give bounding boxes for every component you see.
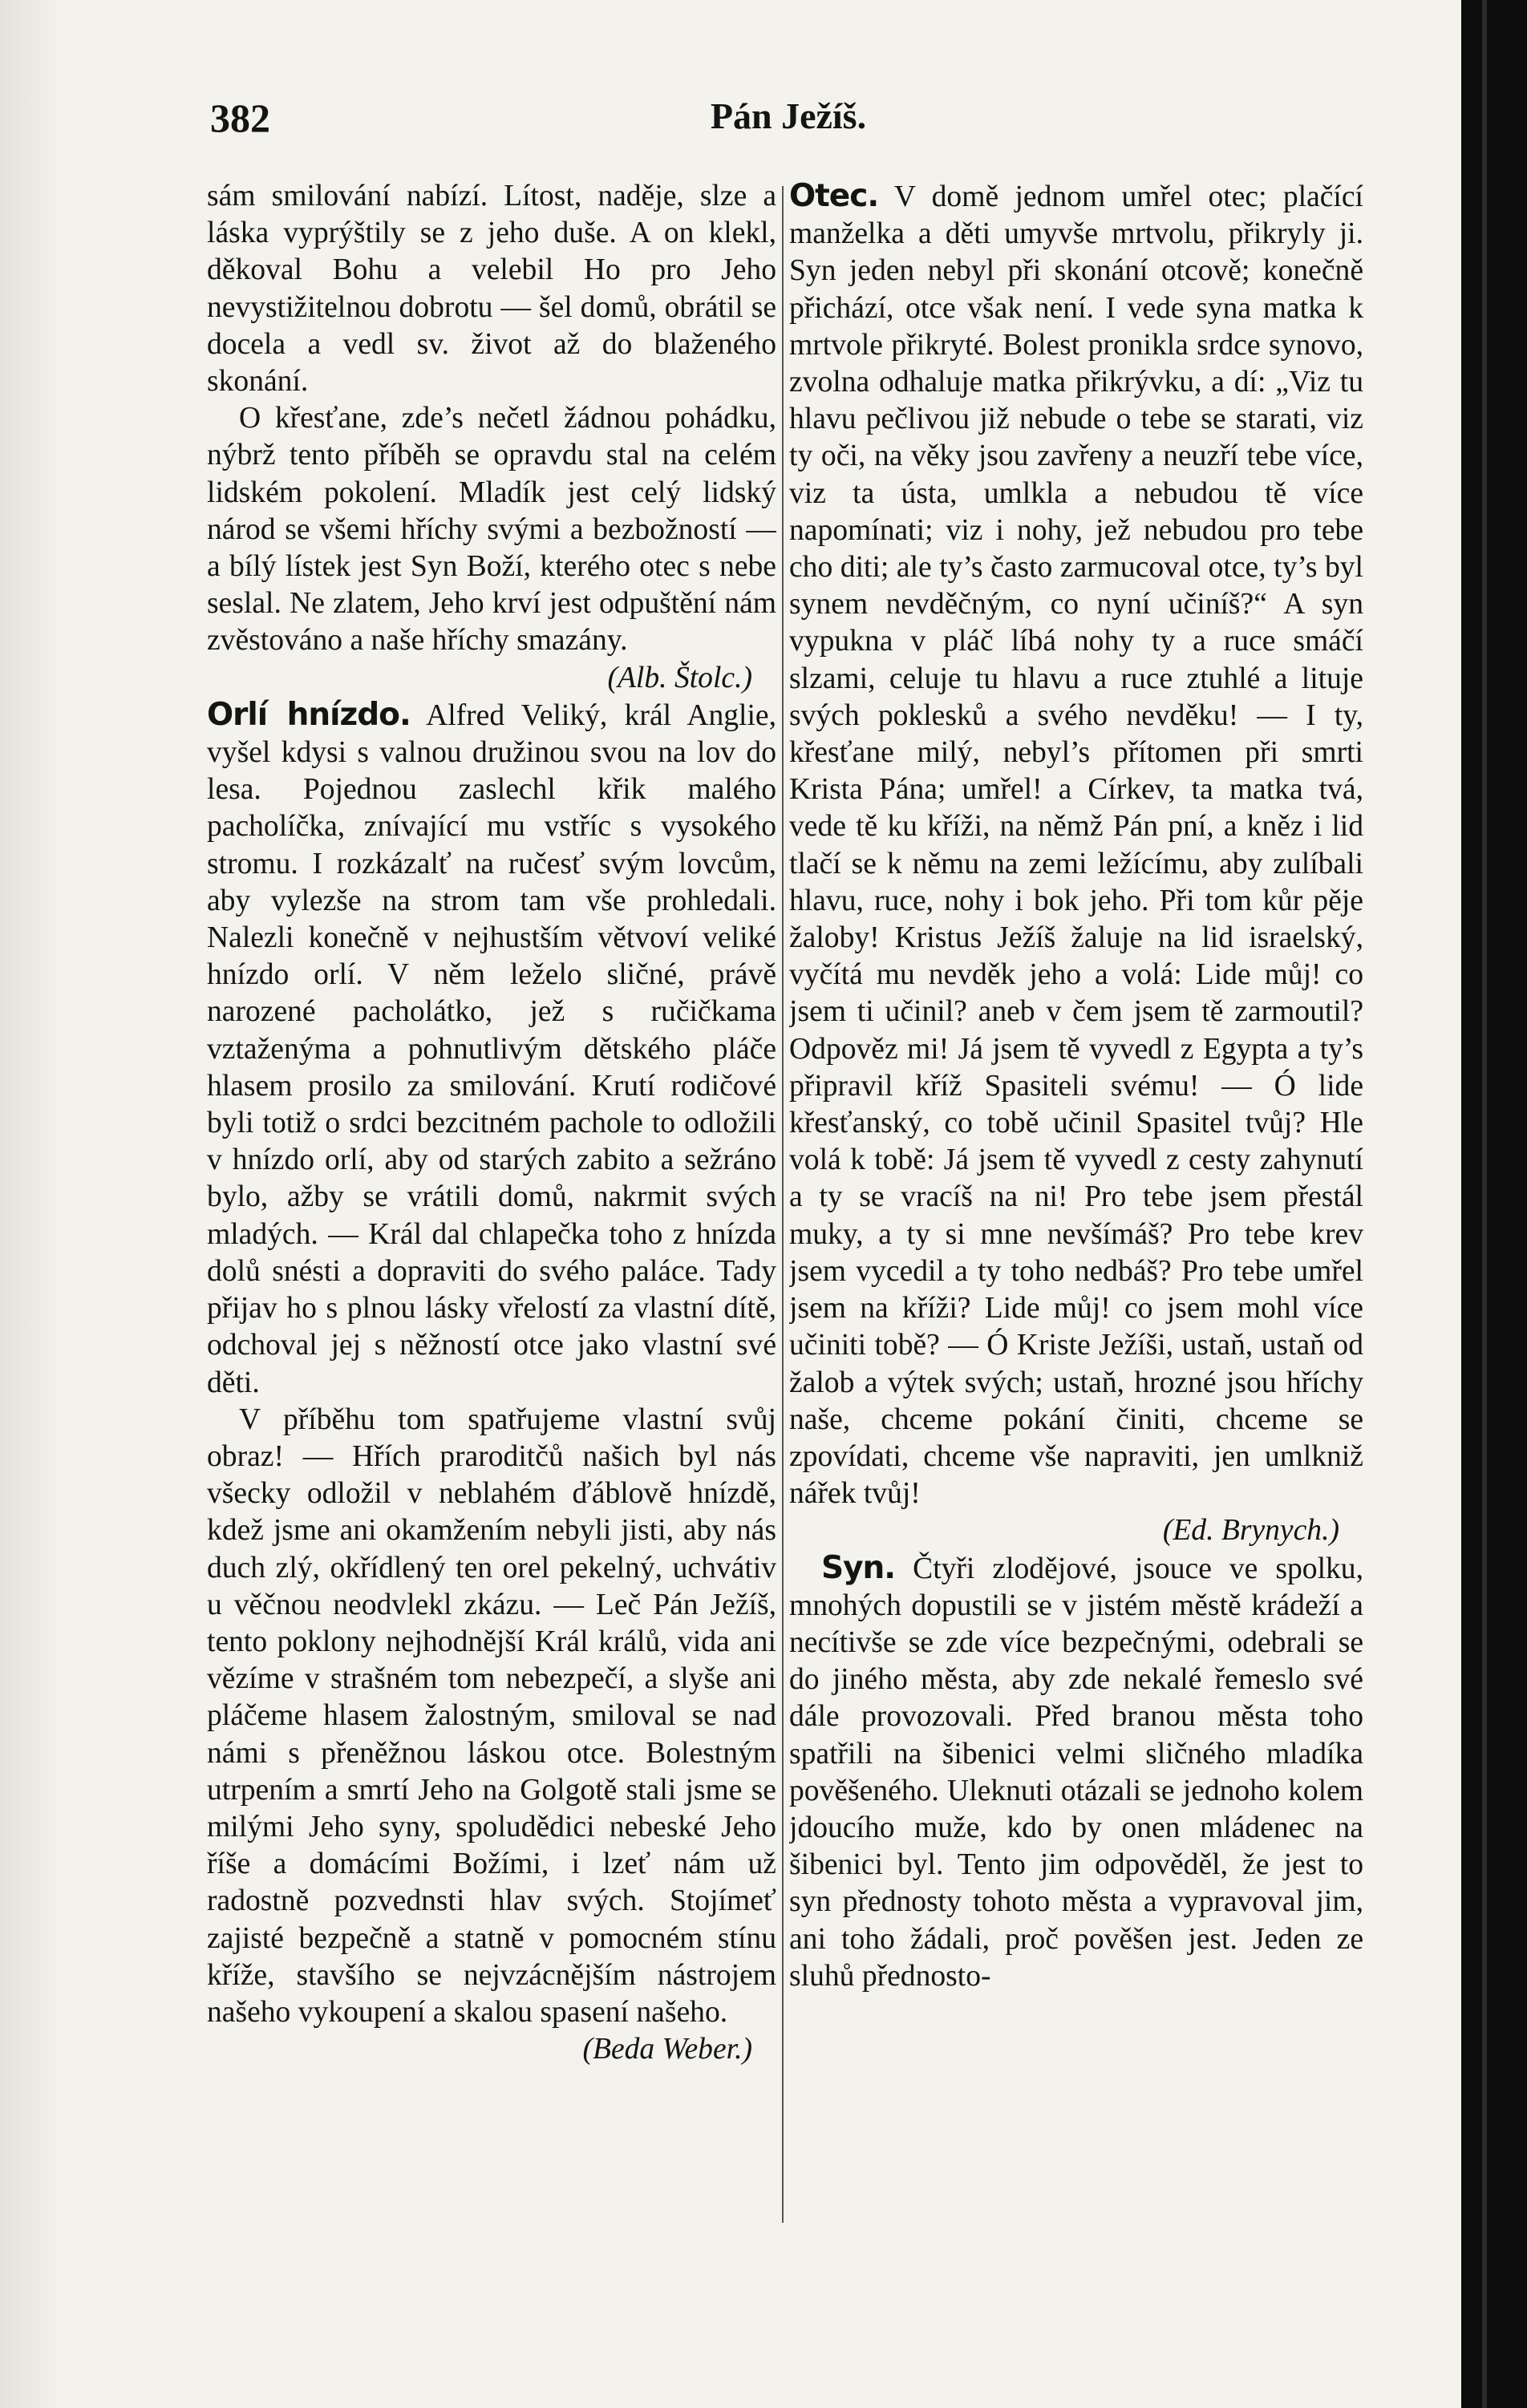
citation-weber: (Beda Weber.): [582, 2033, 752, 2066]
page-binding-line: [1482, 0, 1487, 2408]
running-title: Pán Ježíš.: [710, 95, 867, 136]
entry-text-syn: Čtyři zlodějové, jsouce ve spolku, mnohých dopustili se v jistém městě krádeží a necítivše se zde více bezpečnými, odebrali se do jiného města, aby zde nekalé řemeslo své dále provozovali. Před branou města toho spatřili na šibenici velmi sličného mladíka pověšeného. Uleknuti otázali se jednoho kolem jdoucího muže, kdo by onen mládenec na šibenici byl. Tento jim odpověděl, že jest to syn přednosty tohoto města a vypravoval jim, ani toho žádali, proč pověšen jest. Jeden ze sluhů přednosto-: [789, 1552, 1363, 1993]
column-divider: [782, 186, 784, 2223]
left-paragraph-3: [207, 1402, 776, 2069]
page-number: 382: [210, 95, 270, 140]
entry-heading-otec: Otec.: [789, 178, 879, 214]
entry-orli-hnizdo: [207, 697, 776, 1402]
citation-stolc: (Alb. Štolc.): [607, 661, 752, 694]
left-paragraph-2-text: O křesťane, zde’s nečetl žádnou pohádku, nýbrž tento příběh se opravdu stal na celém lidském pokolení. Mladík jest celý lidský národ se všemi hříchy svými a bezbožností — a bílý lístek jest Syn Boží, kterého otec s nebe seslal. Ne zlatem, Jeho krví jest odpuštění nám zvěstováno a naše hříchy smazány.: [207, 402, 776, 658]
entry-heading-orli-hnizdo: Orlí hnízdo.: [207, 696, 411, 733]
entry-text-orli-hnizdo: Alfred Veliký, král Anglie, vyšel kdysi s valnou družinou svou na lov do lesa. Pojednou zaslechl křik malého pacholíčka, znívající mu vstříc s vysokého stromu. I rozkázalť na ručesť svým lovcům, aby vylezše na strom tam vše prohledali. Nalezli konečně v nejhustším větvoví veliké hnízdo orlí. V něm leželo sličné, právě narozené pacholátko, jež s ručičkama vztaženýma a pohnutlivým dětského pláče hlasem prosilo za smilování. Krutí rodičové byli totiž o srdci bezcitném pachole to odložili v hnízdo orlí, aby od starých zabito a sežráno bylo, ažby se vrátili domů, nakrmit svých mladých. — Král dal chlapečka toho z hnízda dolů snésti a dopraviti do svého paláce. Tady přijav ho s plnou lásky vřelostí za vlastní dítě, odchoval jej s něžností otce jako vlastní své děti.: [207, 698, 776, 1399]
page-header: [210, 95, 1367, 143]
entry-heading-syn: Syn.: [821, 1549, 896, 1586]
left-paragraph-3-text: V příběhu tom spatřujeme vlastní svůj obraz! — Hřích praroditčů našich byl nás všecky odložil v neblahém ďáblově hnízdě, kdež jsme ani okamžením nebyli jisti, aby nás duch zlý, okřídlený ten orel pekelný, uchvátiv u věčnou neodvlekl zkázu. — Leč Pán Ježíš, tento poklony nejhodnější Král králů, vida ani vězíme v strašném tom nebezpečí, a slyše ani pláčeme hlasem žalostným, smiloval se nad námi s přeněžnou láskou otce. Bolestným utrpením a smrtí Jeho na Golgotě stali jsme se milými Jeho syny, spoludědici nebeské Jeho říše a domácími Božími, i lzeť nám už radostně pozvednsti hlav svých. Stojímeť zajisté bezpečně a statně v pomocném stínu kříže, stavšího se nejvzácnějším nástrojem našeho vykoupení a skalou spasení našeho.: [207, 1402, 776, 2029]
entry-text-otec: V domě jednom umřel otec; plačící manželka a děti umyvše mrtvolu, přikryly ji. Syn jeden nebyl při skonání otcově; konečně přichází, otce však není. I vede syna matka k mrtvole přikryté. Bolest pronikla srdce synovo, zvolna odhaluje matka přikrývku, a dí: „Viz tu hlavu pečlivou již nebude o tebe se starati, viz ty oči, na věky jsou zavřeny a neuzří tebe více, viz ta ústa, umlkla a nebudou tě více napomínati; viz i nohy, jež nebudou pro tebe cho diti; ale ty’s často zarmucoval otce, ty’s byl synem nevděčným, co nyní učiníš?“ A syn vypukna v pláč líbá nohy ty a ruce smáčí slzami, celuje tu hlavu a ruce ztuhlé a lituje svých poklesků a svého nevděku! — I ty, křesťane milý, nebyl’s přítomen při smrti Krista Pána; umřel! a Církev, ta matka tvá, vede tě ku kříži, na němž Pán pní, a kněz i lid tlačí se k němu na zemi ležícímu, aby zulíbali hlavu, ruce, nohy i bok jeho. Při tom kůr pěje žaloby! Kristus Ježíš žaluje na lid israelský, vyčítá mu nevděk jeho a volá: Lide můj! co jsem ti učinil? aneb v čem jsem tě zarmoutil? Odpověz mi! Já jsem tě vyvedl z Egypta a ty’s připravil kříž Spasiteli svému! — Ó lide křesťanský, co tobě učinil Spasitel tvůj? Hle volá k tobě: Já jsem tě vyvedl z cesty zahynutí a ty se vracíš na ni! Pro tebe jsem přestál muky, a ty si mne nevšímáš? Pro tebe krev jsem vycedil a ty toho nedbáš? Pro tebe umřel jsem na kříži? Lide můj! co jsem mohl více učiniti tobě? — Ó Kriste Ježíši, ustaň, ustaň od žalob a výtek svých; ustaň, hrozné jsou hříchy naše, chceme pokání činiti, chceme se zpovídati, chceme vše napraviti, jen umlkniž nářek tvůj!: [789, 180, 1363, 1511]
citation-brynych: (Ed. Brynych.): [1162, 1514, 1339, 1548]
page-left-margin-shadow: [0, 0, 56, 2408]
left-paragraph-2: [207, 400, 776, 697]
page-right-dark-edge: [1461, 0, 1527, 2408]
entry-otec: [789, 178, 1363, 1550]
left-column: [207, 178, 776, 2295]
left-paragraph-1: sám smilování nabízí. Lítost, naděje, slze a láska vyprýštily se z jeho duše. A on klekl, děkoval Bohu a velebil Ho pro Jeho nevystižitelnou dobrotu — šel domů, obrátil se docela a vedl sv. život až do blaženého skonání.: [207, 180, 776, 399]
right-column: [789, 178, 1363, 2295]
entry-syn: [789, 1550, 1363, 1995]
